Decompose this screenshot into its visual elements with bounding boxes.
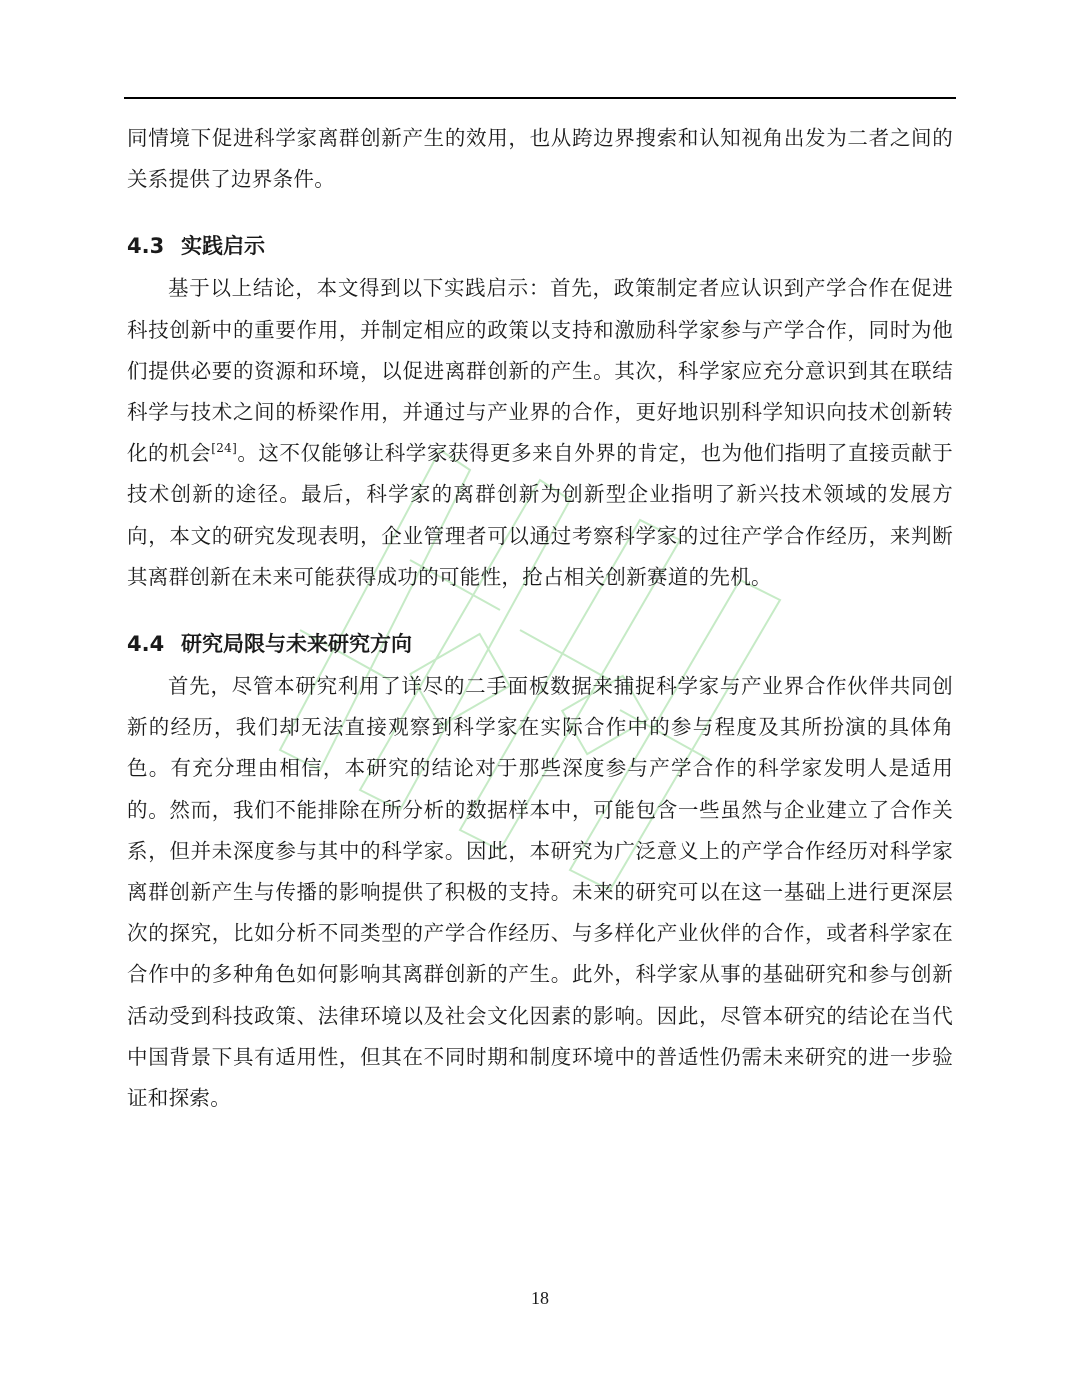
section-title: 研究局限与未来研究方向 (181, 632, 412, 657)
section-number: 4.3 (127, 234, 165, 259)
section-heading-4-4 (127, 622, 953, 666)
text-run: 基于以上结论，本文得到以下实践启示：首先，政策制定者应认识到产学合作在促进科技创新中的重要作用，并制定相应的政策以支持和激励科学家参与产学合作，同时为他们提供必要的资源和环境，以促进离群创新的产生。其次，科学家应充分意识到其在联结科学与技术之间的桥梁作用，并通过与产业界的合作，更好地识别科学知识向技术创新转化的机会 (127, 276, 953, 466)
section-title: 实践启示 (181, 234, 265, 259)
page-body (127, 118, 953, 1119)
paragraph-continued: 同情境下促进科学家离群创新产生的效用，也从跨边界搜索和认知视角出发为二者之间的关系提供了边界条件。 (127, 126, 953, 192)
paragraph-limitations: 首先，尽管本研究利用了详尽的二手面板数据来捕捉科学家与产业界合作伙伴共同创新的经历，我们却无法直接观察到科学家在实际合作中的参与程度及其所扮演的具体角色。有充分理由相信，本研究的结论对于那些深度参与产学合作的科学家发明人是适用的。然而，我们不能排除在所分析的数据样本中，可能包含一些虽然与企业建立了合作关系，但并未深度参与其中的科学家。因此，本研究为广泛意义上的产学合作经历对科学家离群创新产生与传播的影响提供了积极的支持。未来的研究可以在这一基础上进行更深层次的探究，比如分析不同类型的产学合作经历、与多样化产业伙伴的合作，或者科学家在合作中的多种角色如何影响其离群创新的产生。此外，科学家从事的基础研究和参与创新活动受到科技政策、法律环境以及社会文化因素的影响。因此，尽管本研究的结论在当代中国背景下具有适用性，但其在不同时期和制度环境中的普适性仍需未来研究的进一步验证和探索。 (127, 674, 953, 1111)
paragraph-practical-implications (127, 268, 953, 598)
header-rule (124, 97, 956, 99)
page-number: 18 (531, 1288, 549, 1308)
text-run: 。这不仅能够让科学家获得更多来自外界的肯定，也为他们指明了直接贡献于技术创新的途径。最后，科学家的离群创新为创新型企业指明了新兴技术领域的发展方向，本文的研究发现表明，企业管理者可以通过考察科学家的过往产学合作经历，来判断其离群创新在未来可能获得成功的可能性，抢占相关创新赛道的先机。 (127, 441, 953, 589)
section-number: 4.4 (127, 632, 165, 657)
citation-ref: [24] (211, 441, 238, 456)
section-heading-4-3 (127, 224, 953, 268)
